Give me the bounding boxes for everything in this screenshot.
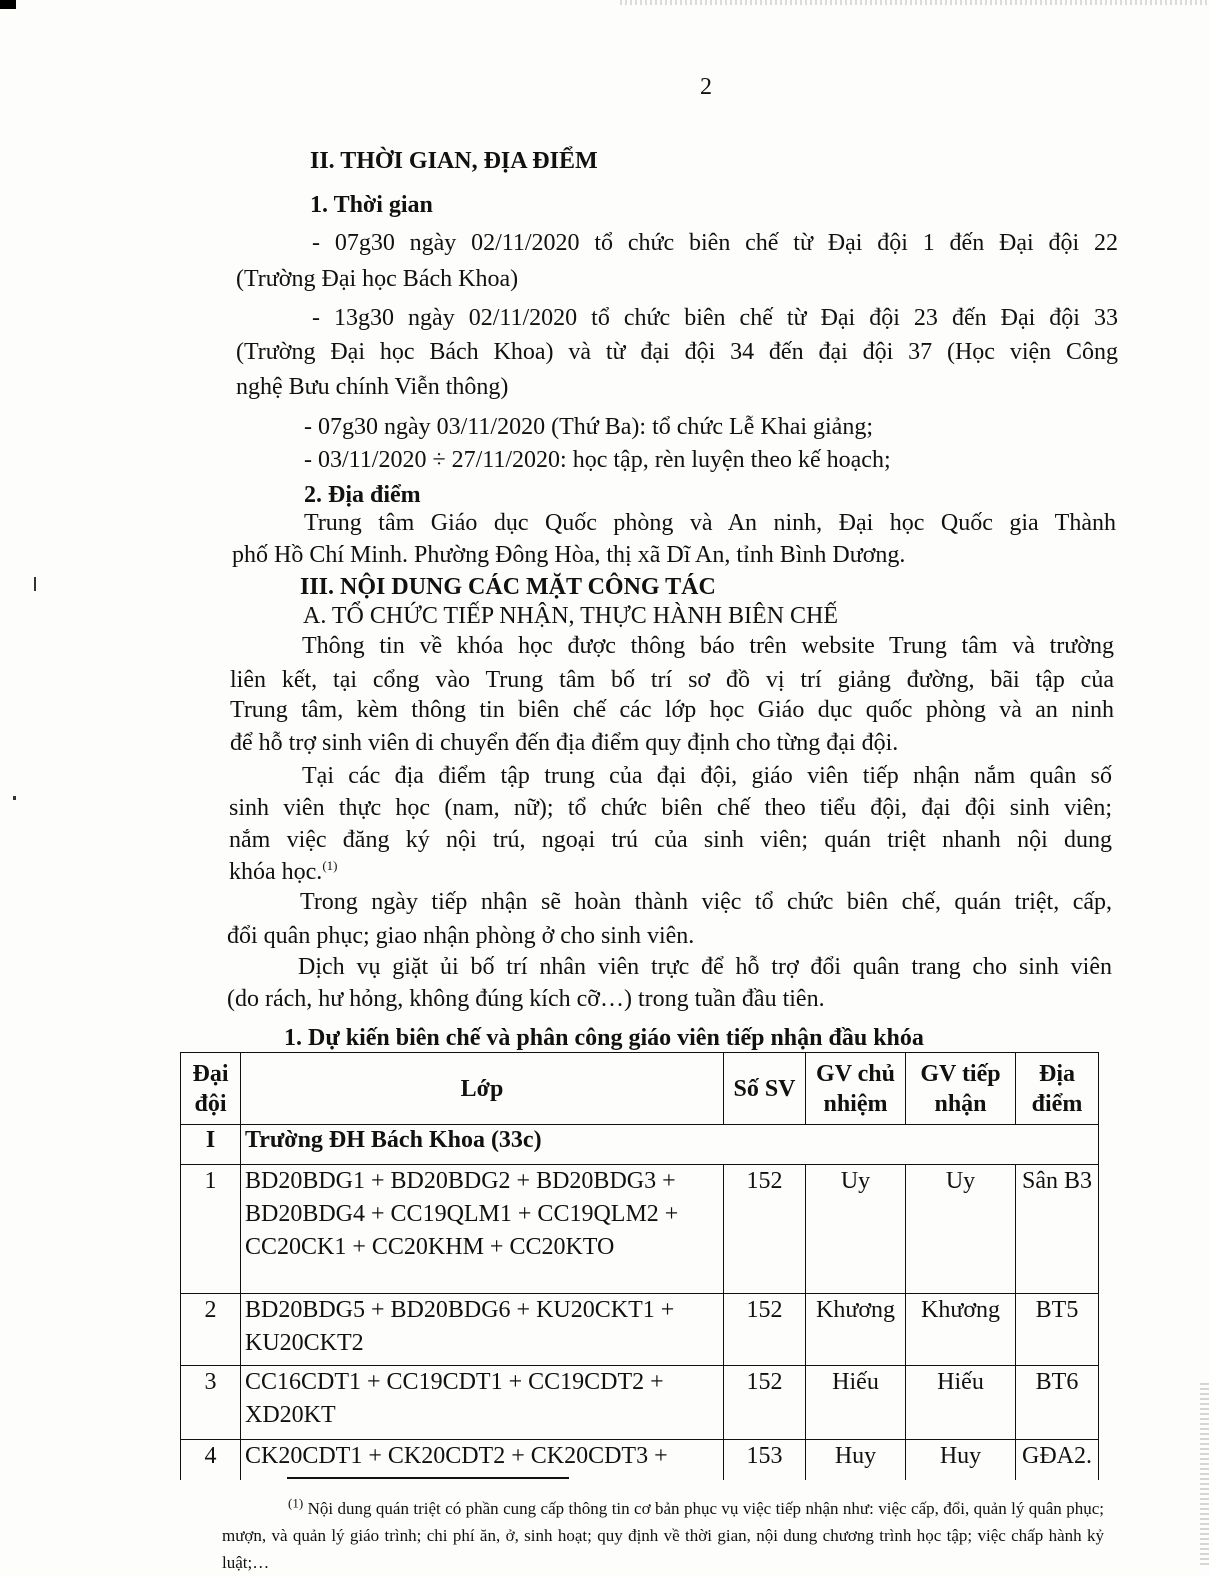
receiving-teacher: Khương (906, 1294, 1016, 1366)
company-number: 2 (181, 1294, 241, 1366)
time-item-3: - 07g30 ngày 03/11/2020 (Thứ Ba): tổ chức Lễ Khai giảng; (304, 414, 874, 440)
class-line: CK20CDT1 + CK20CDT2 + CK20CDT3 + (245, 1443, 668, 1469)
company-number: 3 (181, 1366, 241, 1440)
homeroom-teacher: Hiếu (806, 1366, 906, 1440)
scan-speck (13, 796, 16, 800)
class-line: XD20KT (245, 1402, 336, 1428)
subheading-time: 1. Thời gian (310, 192, 433, 218)
class-list (241, 1294, 724, 1366)
header-location: Địa điểm (1016, 1053, 1099, 1125)
paragraph-4-line-1: Dịch vụ giặt ủi bố trí nhân viên trực để hỗ trợ đổi quân trang cho sinh viên (298, 954, 1112, 980)
paragraph-1-line-2: liên kết, tại cổng vào Trung tâm bố trí sơ đồ vị trí giảng đường, bãi tập của (230, 667, 1114, 693)
homeroom-teacher: Khương (806, 1294, 906, 1366)
paragraph-2-line-4-text: khóa học. (229, 859, 323, 885)
table-row (181, 1440, 1099, 1481)
scan-edge-noise (620, 0, 1209, 5)
paragraph-4-line-2: (do rách, hư hỏng, không đúng kích cỡ…) trong tuần đầu tiên. (227, 986, 825, 1012)
homeroom-teacher: Uy (806, 1165, 906, 1294)
paragraph-2-line-3: nắm việc đăng ký nội trú, ngoại trú của sinh viên; quán triệt nhanh nội dung (229, 827, 1112, 853)
group-name: Trường ĐH Bách Khoa (33c) (241, 1125, 1099, 1165)
table-group-row (181, 1125, 1099, 1165)
header-class: Lớp (241, 1053, 724, 1125)
scan-speck (34, 577, 36, 591)
table-header-row (181, 1053, 1099, 1125)
place-line-1: Trung tâm Giáo dục Quốc phòng và An ninh, Đại học Quốc gia Thành (304, 510, 1116, 536)
subheading-reception: A. TỔ CHỨC TIẾP NHẬN, THỰC HÀNH BIÊN CHẾ (303, 603, 839, 629)
location: Sân B3 (1016, 1165, 1099, 1294)
table-title: 1. Dự kiến biên chế và phân công giáo viên tiếp nhận đầu khóa (284, 1025, 924, 1051)
location: BT6 (1016, 1366, 1099, 1440)
page-number: 2 (700, 74, 712, 100)
class-line: BD20BDG4 + CC19QLM1 + CC19QLM2 + (245, 1201, 679, 1227)
footnote-separator (287, 1477, 569, 1479)
paragraph-2-line-1: Tại các địa điểm tập trung của đại đội, giáo viên tiếp nhận nắm quân số (302, 763, 1112, 789)
receiving-teacher: Huy (906, 1440, 1016, 1481)
time-item-2-line-1: - 13g30 ngày 02/11/2020 tổ chức biên chế từ Đại đội 23 đến Đại đội 33 (312, 305, 1118, 331)
scan-edge-noise (1200, 1380, 1209, 1565)
table-row (181, 1165, 1099, 1294)
header-homeroom-teacher: GV chủ nhiệm (806, 1053, 906, 1125)
time-item-2-line-3: nghệ Bưu chính Viễn thông) (236, 374, 509, 400)
time-item-4: - 03/11/2020 ÷ 27/11/2020: học tập, rèn luyện theo kế hoạch; (304, 447, 891, 473)
class-line: BD20BDG1 + BD20BDG2 + BD20BDG3 + (245, 1168, 676, 1194)
student-count: 153 (724, 1440, 806, 1481)
class-list (241, 1440, 724, 1481)
header-company: Đại đội (181, 1053, 241, 1125)
time-item-2-line-2: (Trường Đại học Bách Khoa) và từ đại đội 34 đến đại đội 37 (Học viện Công (236, 339, 1118, 365)
scan-corner-mark (0, 0, 16, 9)
section-heading-content: III. NỘI DUNG CÁC MẶT CÔNG TÁC (300, 574, 716, 600)
table-row (181, 1294, 1099, 1366)
subheading-place: 2. Địa điểm (304, 482, 421, 508)
receiving-teacher: Uy (906, 1165, 1016, 1294)
paragraph-1-line-4: để hỗ trợ sinh viên di chuyển đến địa điểm quy định cho từng đại đội. (230, 730, 899, 756)
paragraph-3-line-1: Trong ngày tiếp nhận sẽ hoàn thành việc tổ chức biên chế, quán triệt, cấp, (300, 889, 1112, 915)
class-line: CC16CDT1 + CC19CDT1 + CC19CDT2 + (245, 1369, 664, 1395)
student-count: 152 (724, 1165, 806, 1294)
paragraph-2-line-2: sinh viên thực học (nam, nữ); tổ chức biên chế theo tiểu đội, đại đội sinh viên; (229, 795, 1112, 821)
place-line-2: phố Hồ Chí Minh. Phường Đông Hòa, thị xã Dĩ An, tỉnh Bình Dương. (232, 542, 906, 568)
homeroom-teacher: Huy (806, 1440, 906, 1481)
footnote-marker: (1) (288, 1495, 304, 1511)
paragraph-1-line-3: Trung tâm, kèm thông tin biên chế các lớp học Giáo dục quốc phòng và an ninh (230, 697, 1114, 723)
class-list (241, 1366, 724, 1440)
table-row (181, 1366, 1099, 1440)
footnote-reference[interactable]: (1) (322, 858, 338, 873)
class-list (241, 1165, 724, 1294)
company-number: 1 (181, 1165, 241, 1294)
student-count: 152 (724, 1294, 806, 1366)
time-item-1-line-1: - 07g30 ngày 02/11/2020 tổ chức biên chế từ Đại đội 1 đến Đại đội 22 (312, 230, 1118, 256)
location: BT5 (1016, 1294, 1099, 1366)
paragraph-3-line-2: đổi quân phục; giao nhận phòng ở cho sinh viên. (227, 923, 695, 949)
class-line: CC20CK1 + CC20KHM + CC20KTO (245, 1234, 615, 1260)
company-number: 4 (181, 1440, 241, 1481)
location: GĐA2. (1016, 1440, 1099, 1481)
header-receiving-teacher: GV tiếp nhận (906, 1053, 1016, 1125)
class-line: KU20CKT2 (245, 1330, 364, 1356)
time-item-1-line-2: (Trường Đại học Bách Khoa) (236, 266, 519, 292)
footnote-text: Nội dung quán triệt có phần cung cấp thông tin cơ bản phục vụ việc tiếp nhận như: việc cấp, đổi, quản lý quân phục; mượn, và quản lý giáo trình; chi phí ăn, ở, sinh hoạt; quy định về thời gian, nội dung chương trình học tập; việc chấp hành kỷ luật;… (222, 1499, 1104, 1572)
header-students: Số SV (724, 1053, 806, 1125)
paragraph-2-line-4 (229, 858, 337, 886)
footnote (222, 1495, 1104, 1576)
class-line: BD20BDG5 + BD20BDG6 + KU20CKT1 + (245, 1297, 675, 1323)
paragraph-1-line-1: Thông tin về khóa học được thông báo trên website Trung tâm và trường (302, 633, 1114, 659)
company-assignment-table (180, 1052, 1099, 1480)
student-count: 152 (724, 1366, 806, 1440)
receiving-teacher: Hiếu (906, 1366, 1016, 1440)
section-heading-time-place: II. THỜI GIAN, ĐỊA ĐIỂM (310, 148, 598, 174)
group-number: I (181, 1125, 241, 1165)
